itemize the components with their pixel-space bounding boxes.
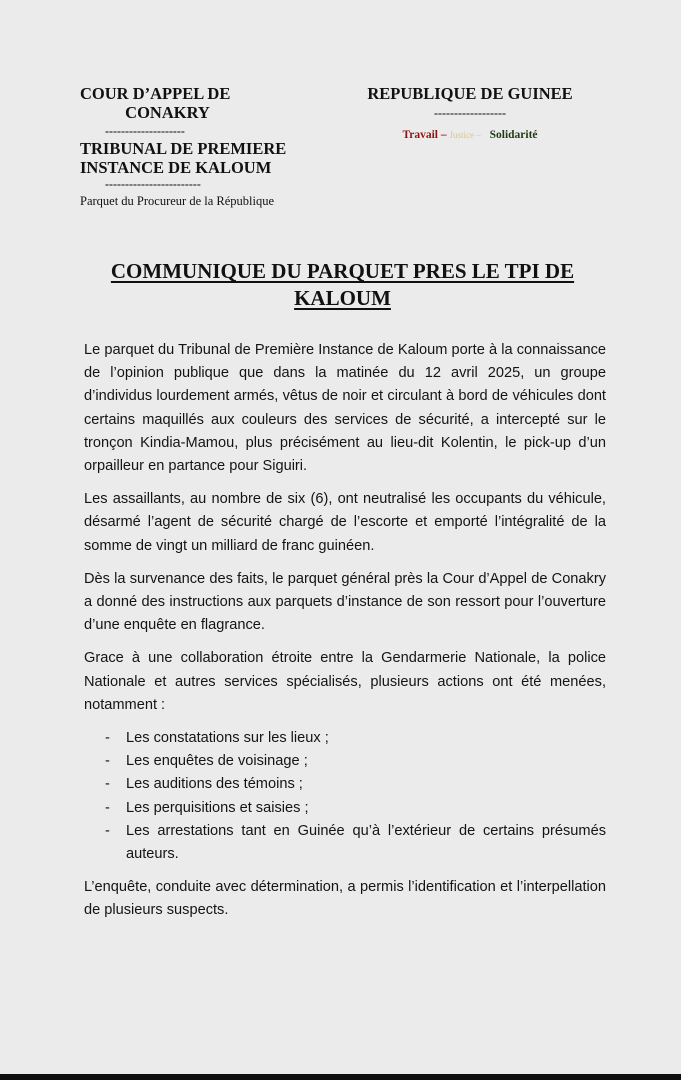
bullet-dash: - bbox=[105, 753, 110, 770]
paragraph-2: Les assaillants, au nombre de six (6), ont neutralisé les occupants du véhicule, désarmé l’agent de sécurité chargé de l’escorte et emporté l’intégralité de la somme de vingt un milliard de franc guinéen. bbox=[84, 491, 606, 554]
communique-body bbox=[84, 339, 606, 933]
bullet-dash: - bbox=[105, 799, 110, 816]
motto-justice: Justice – bbox=[449, 130, 481, 140]
motto-solidarite: Solidarité bbox=[489, 129, 538, 141]
paragraph-4: Grace à une collaboration étroite entre la Gendarmerie Nationale, la police Nationale et autres services spécialisés, plusieurs actions ont été menées, notamment : bbox=[84, 650, 606, 713]
right-separator: ------------------ bbox=[434, 106, 506, 120]
list-item: - Les arrestations tant en Guinée qu’à l’extérieur de certains présumés auteurs. bbox=[84, 820, 606, 866]
bullet-dash: - bbox=[105, 730, 110, 747]
motto-travail: Travail – bbox=[402, 129, 447, 141]
national-motto bbox=[340, 129, 600, 141]
republic-name: REPUBLIQUE DE GUINEE bbox=[367, 84, 573, 103]
title-line1: COMMUNIQUE DU PARQUET PRES LE TPI DE bbox=[110, 259, 575, 283]
tribunal-name-line2: INSTANCE DE KALOUM bbox=[80, 158, 272, 177]
court-name-line1: COUR D’APPEL DE bbox=[80, 84, 231, 103]
bullet-dash: - bbox=[105, 776, 110, 793]
paragraph-1: Le parquet du Tribunal de Première Instance de Kaloum porte à la connaissance de l’opinion publique que dans la matinée du 12 avril 2025, un groupe d’individus lourdement armés, vêtus de noir et circulant à bord de véhicules dont certains maquillés aux couleurs des services de sécurité, a intercepté sur le tronçon Kindia-Mamou, plus précisément au lieu-dit Kolentin, le pick-up d’un orpailleur en partance pour Siguiri. bbox=[84, 342, 606, 475]
parquet-subtitle: Parquet du Procureur de la République bbox=[80, 194, 275, 208]
title-line2: KALOUM bbox=[294, 286, 391, 310]
court-name-line2: CONAKRY bbox=[125, 103, 210, 122]
left-header-block bbox=[80, 84, 310, 209]
left-separator-2: ------------------------ bbox=[105, 177, 201, 191]
list-item: - Les enquêtes de voisinage ; bbox=[84, 750, 606, 773]
closing-paragraph: L’enquête, conduite avec détermination, a permis l’identification et l’interpellation de plusieurs suspects. bbox=[84, 879, 606, 919]
right-header-block bbox=[340, 84, 600, 141]
list-item: - Les perquisitions et saisies ; bbox=[84, 797, 606, 820]
paragraph-3: Dès la survenance des faits, le parquet général près la Cour d’Appel de Conakry a donné des instructions aux parquets d’instance de son ressort pour l’ouverture d’une enquête en flagrance. bbox=[84, 570, 606, 634]
list-item: - Les auditions des témoins ; bbox=[84, 773, 606, 796]
left-separator-1: -------------------- bbox=[105, 124, 185, 138]
actions-list bbox=[84, 727, 606, 866]
bullet-dash: - bbox=[105, 822, 110, 839]
list-item: - Les constatations sur les lieux ; bbox=[84, 727, 606, 750]
bottom-edge bbox=[0, 1074, 681, 1080]
tribunal-name-line1: TRIBUNAL DE PREMIERE bbox=[80, 139, 287, 158]
communique-title bbox=[80, 258, 605, 312]
